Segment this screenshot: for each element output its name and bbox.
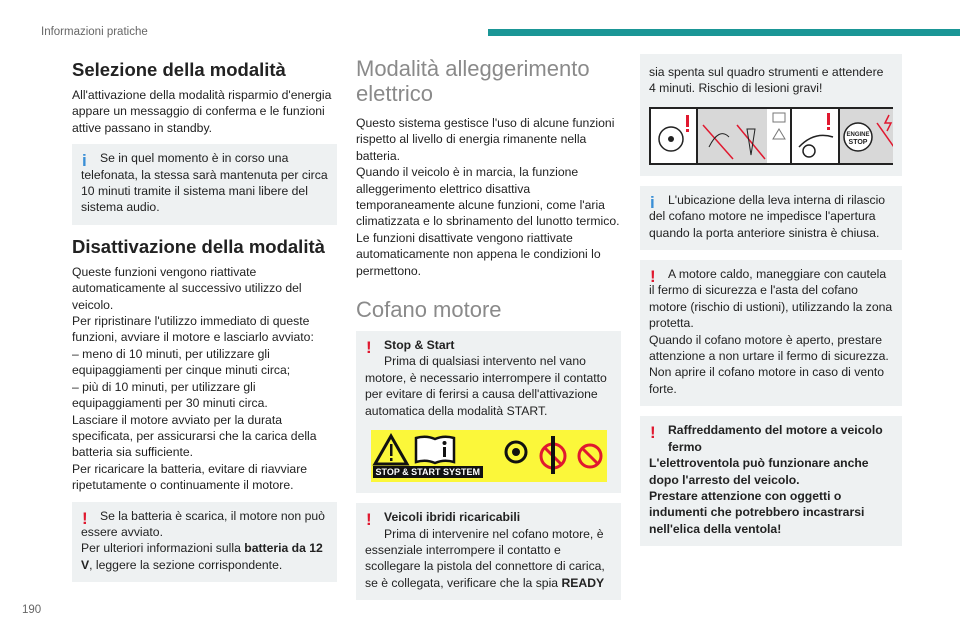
warning-box: [640, 416, 902, 546]
info-text: L'ubicazione della leva interna di rilascio del cofano motore ne impedisce l'apertura quando la porta anteriore sinistra è chiusa.: [649, 192, 886, 240]
warning-title: Stop & Start: [384, 338, 455, 353]
warning-icon: !: [82, 508, 88, 528]
svg-text:STOP: STOP: [848, 138, 868, 146]
list-item: – meno di 10 minuti, per utilizzare gli equipaggiamenti per cinque minuti circa;: [72, 346, 291, 378]
warning-text: L'elettroventola può funzionare anche dopo l'arresto del veicolo.: [649, 456, 869, 487]
paragraph: Quando il veicolo è in marcia, la funzione alleggerimento elettrico disattiva temporaneamente alcune funzioni, come l'aria climatizzata e lo sbrinamento del lunotto termico.: [356, 165, 620, 229]
paragraph: Le funzioni disattivate vengono riattivate automaticamente non appena le condizioni lo permettono.: [356, 230, 601, 278]
page-number: 190: [22, 604, 42, 616]
warning-text: Non aprire il cofano motore in caso di vento forte.: [649, 365, 885, 396]
info-box: [72, 144, 337, 225]
paragraph: Queste funzioni vengono riattivate automaticamente al successivo utilizzo del veicolo.: [72, 264, 302, 312]
left-column: [72, 58, 337, 592]
paragraph: All'attivazione della modalità risparmio d'energia appare un messaggio di conferma e le funzioni attive passano in standby.: [72, 88, 332, 135]
stop-start-label: [365, 427, 612, 484]
engine-warning-label: [649, 105, 893, 167]
paragraph: Per ricaricare la batteria, evitare di riavviare ripetutamente o continuamente il motore.: [72, 461, 308, 493]
warning-box: [640, 260, 902, 406]
engine-hood-warning-icons: [649, 107, 893, 165]
warning-box: [356, 503, 621, 600]
paragraph: Per ripristinare l'utilizzo immediato di queste funzioni, avviare il motore e lasciarlo avviato:: [72, 314, 314, 345]
warning-text: Se la batteria è scarica, il motore non può essere avviato.: [81, 508, 325, 539]
info-icon: i: [82, 151, 87, 171]
heading-alleggerimento: Modalità alleggerimento elettrico: [356, 56, 590, 106]
heading-selezione: Selezione della modalità: [72, 59, 286, 80]
warning-text: Prestare attenzione con oggetti o indumenti che potrebbero incastrarsi nell'elica della ventola!: [649, 488, 865, 536]
warning-title: Veicoli ibridi ricaricabili: [384, 510, 521, 525]
warning-icon: !: [650, 423, 656, 443]
middle-column: [356, 56, 621, 610]
heading-cofano: Cofano motore: [356, 297, 502, 323]
section-header: Informazioni pratiche: [41, 26, 148, 38]
info-box: [640, 186, 902, 250]
warning-text: sia spenta sul quadro strumenti e attendere 4 minuti. Rischio di lesioni gravi!: [649, 65, 884, 96]
paragraph: Lasciare il motore avviato per la durata specificata, per assicurarsi che la carica della batteria sia sufficiente.: [72, 412, 317, 460]
warning-icon: !: [366, 510, 372, 530]
warning-icon: !: [650, 267, 656, 287]
warning-box-continued: [640, 54, 902, 176]
warning-text: A motore caldo, maneggiare con cautela il fermo di sicurezza e l'asta del cofano motore (rischio di ustioni), utilizzando la zona protetta.: [649, 267, 893, 331]
list-item: – più di 10 minuti, per utilizzare gli equipaggiamenti per 30 minuti circa.: [72, 379, 268, 411]
warning-box: [72, 502, 337, 583]
warning-text: Prima di intervenire nel cofano motore, è essenziale interrompere il contatto e scollegare la pistola del connettore di carica, se è collegata, verificare che la spia READY: [365, 526, 605, 590]
warning-title: Raffreddamento del motore a veicolo fermo: [668, 423, 883, 454]
paragraph: Questo sistema gestisce l'uso di alcune funzioni rispetto al livello di energia rimanente nella batteria.: [356, 116, 615, 163]
warning-icon: !: [366, 338, 372, 358]
warning-text: Quando il cofano motore è aperto, prestare attenzione a non urtare il fermo di sicurezza.: [649, 332, 889, 364]
warning-text: Per ulteriori informazioni sulla batteria da 12 V, leggere la sezione corrispondente.: [81, 541, 323, 572]
stop-start-label-text: STOP & START SYSTEM: [373, 466, 484, 478]
warning-box: [356, 331, 621, 493]
svg-text:ENGINE: ENGINE: [846, 131, 870, 138]
heading-disattivazione: Disattivazione della modalità: [72, 235, 325, 257]
info-icon: i: [650, 192, 655, 212]
header-accent-bar: [488, 29, 960, 36]
warning-text: Prima di qualsiasi intervento nel vano motore, è necessario interrompere il contatto per evitare di ferirsi a causa dell'attivazione automatica della modalità START.: [365, 354, 607, 418]
info-text: Se in quel momento è in corso una telefonata, la stessa sarà mantenuta per circa 10 minuti tramite il sistema mani libere del sistema audio.: [81, 151, 328, 215]
right-column: [640, 46, 902, 556]
